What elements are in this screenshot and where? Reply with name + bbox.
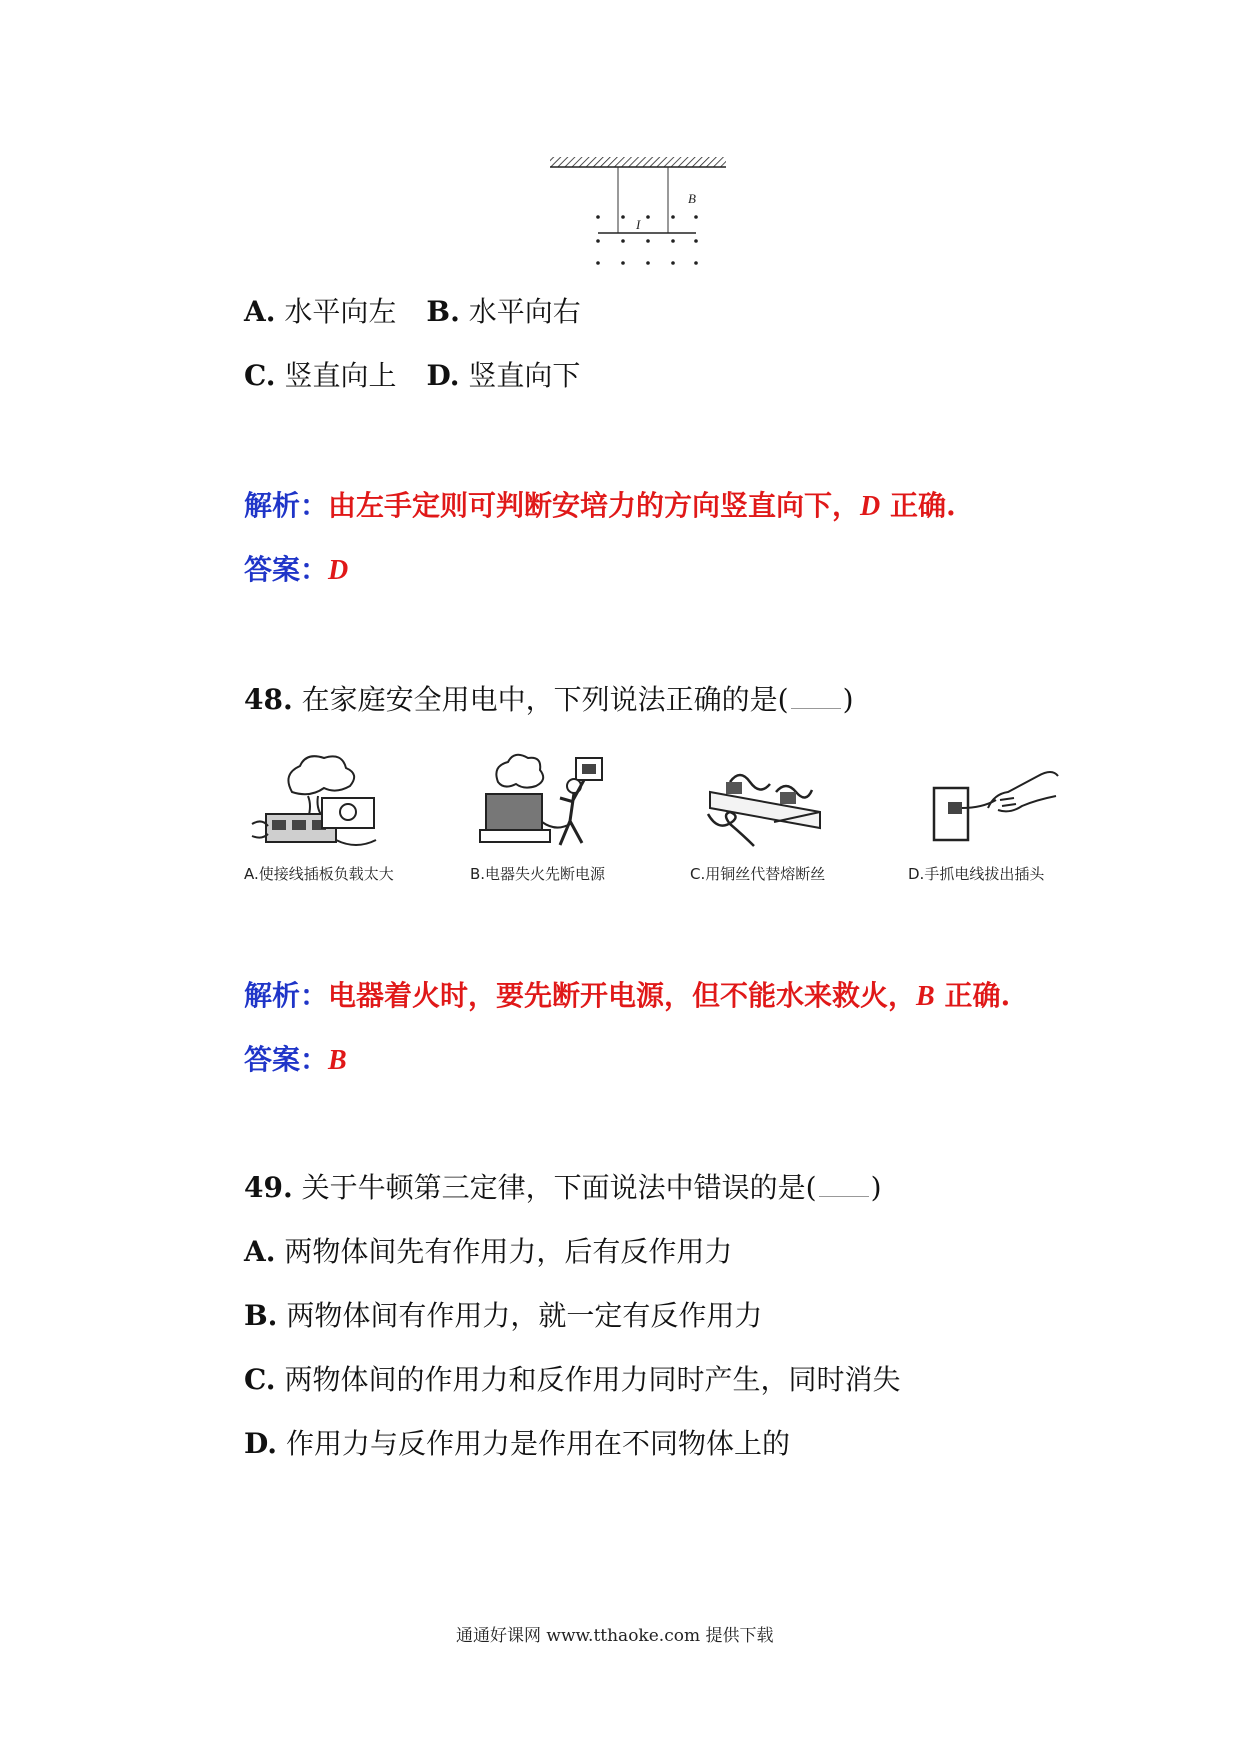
question-close: ) <box>842 683 854 716</box>
option-text: 两物体间有作用力，就一定有反作用力 <box>286 1299 763 1332</box>
page-footer: 通通好课网 www.tthaoke.com 提供下载 <box>456 1626 774 1646</box>
answer-blank <box>819 1170 869 1197</box>
overloaded-power-strip-icon <box>252 752 382 852</box>
cut-power-on-fire-icon <box>478 752 608 852</box>
question-number: 49. <box>244 1171 293 1204</box>
option-d-letter: D. <box>426 359 460 392</box>
answer-label: 答案： <box>244 553 329 586</box>
question-text: 在家庭安全用电中，下列说法正确的是( <box>301 683 789 716</box>
q48-stem <box>244 680 854 720</box>
q49-option-b <box>244 1296 762 1336</box>
q49-option-c <box>244 1360 900 1400</box>
analysis-text: 电器着火时，要先断开电源，但不能水来救火， <box>328 979 917 1012</box>
analysis-text: 由左手定则可判断安培力的方向竖直向下， <box>328 489 861 522</box>
pull-cord-from-socket-icon <box>930 752 1060 852</box>
image-caption-b: B.电器失火先断电源 <box>470 865 606 883</box>
analysis-tail: 正确. <box>934 979 1011 1012</box>
option-c-letter: C. <box>244 359 276 392</box>
answer-blank <box>791 682 841 709</box>
option-b-letter: B. <box>426 295 460 328</box>
option-c-text: 竖直向上 <box>284 359 397 392</box>
ceiling-hatch <box>550 157 726 167</box>
option-letter: D. <box>244 1427 278 1460</box>
option-letter: A. <box>244 1235 276 1268</box>
question-text: 关于牛顿第三定律，下面说法中错误的是( <box>301 1171 817 1204</box>
analysis-tail: 正确. <box>880 489 956 522</box>
option-d-text: 竖直向下 <box>468 359 581 392</box>
option-a-letter: A. <box>244 295 276 328</box>
analysis-letter: B <box>916 981 935 1012</box>
field-label-b: B <box>688 191 696 206</box>
q48-answer <box>244 1040 347 1081</box>
answer-label: 答案： <box>244 1043 329 1076</box>
q47-analysis <box>244 486 956 527</box>
q49-stem <box>244 1168 882 1208</box>
image-caption-c: C.用铜丝代替熔断丝 <box>690 865 826 883</box>
option-text: 作用力与反作用力是作用在不同物体上的 <box>285 1427 790 1460</box>
copper-wire-fuse-icon <box>700 752 830 852</box>
option-letter: B. <box>244 1299 278 1332</box>
question-number: 48. <box>244 683 293 716</box>
analysis-label: 解析： <box>244 489 329 522</box>
answer-value: B <box>328 1045 347 1076</box>
image-caption-a: A.使接线插板负载太大 <box>244 865 394 883</box>
answer-value: D <box>328 555 349 586</box>
q48-analysis <box>244 976 1010 1017</box>
q49-option-a <box>244 1232 732 1272</box>
option-b-text: 水平向右 <box>468 295 581 328</box>
option-a-text: 水平向左 <box>284 295 397 328</box>
analysis-letter: D <box>860 491 881 522</box>
q47-answer <box>244 550 348 591</box>
option-text: 两物体间先有作用力，后有反作用力 <box>284 1235 733 1268</box>
rod-in-magnetic-field-diagram <box>548 155 728 265</box>
analysis-label: 解析： <box>244 979 329 1012</box>
q47-options-row-2 <box>244 356 580 396</box>
option-text: 两物体间的作用力和反作用力同时产生，同时消失 <box>284 1363 901 1396</box>
q49-option-d <box>244 1424 790 1464</box>
q47-options-row-1 <box>244 292 581 332</box>
question-close: ) <box>870 1171 882 1204</box>
option-letter: C. <box>244 1363 276 1396</box>
current-label-i: I <box>636 217 641 232</box>
magnetic-field-dots <box>596 215 698 265</box>
image-caption-d: D.手抓电线拔出插头 <box>908 865 1045 883</box>
